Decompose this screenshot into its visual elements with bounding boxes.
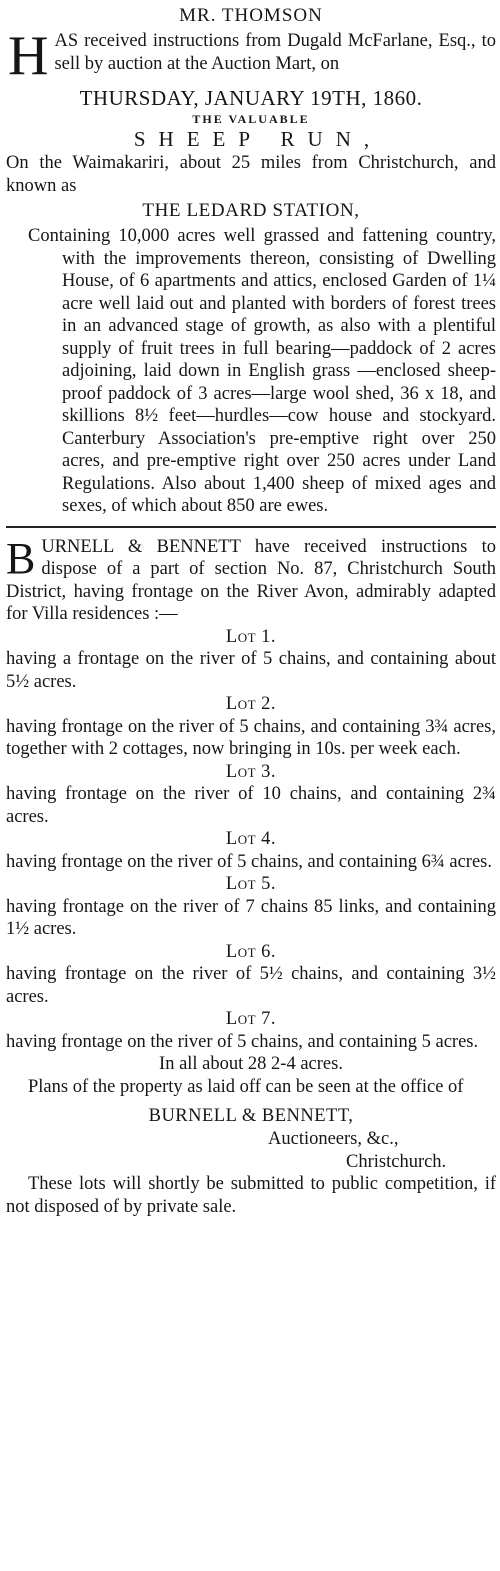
lot-heading: Lot 5. — [225, 874, 277, 894]
sale-date: THURSDAY, JANUARY 19TH, 1860. — [79, 86, 423, 110]
property-description: Containing 10,000 acres well grassed and fattening country, with the improvements thereon, consisting of Dwelling House, of 6 apartments and attics, enclosed Garden of 1¼ acre well laid out and planted with borders of forest trees in an advanced stage of growth, as also with a plentiful supply of fruit trees in full bearing—paddock of 2 acres adjoining, laid down in English grass —enclosed sheep-proof paddock of 3 acres—large wool shed, 36 x 18, and skillions 8½ feet—hurdles—cow house and stockyard. Canterbury Association's pre-emptive right over 250 acres, and pre-emptive right over 250 acres under Land Regulations. Also about 1,400 sheep of mixed ages and sexes, of which about 850 are ewes. — [28, 226, 496, 516]
auctioneer-heading: MR. THOMSON — [179, 5, 323, 26]
total-acreage: In all about 28 2-4 acres. — [159, 1054, 343, 1074]
lot-description: having a frontage on the river of 5 chains, and containing about 5½ acres. — [6, 649, 496, 692]
newspaper-page — [0, 2, 500, 1571]
advertisement-burnell-bennett — [6, 533, 496, 1219]
lot-1 — [6, 626, 496, 694]
intro-paragraph-2 — [6, 533, 496, 626]
lot-description: having frontage on the river of 5 chains, and containing 5 acres. — [6, 1031, 479, 1052]
lot-4 — [6, 828, 496, 873]
plans-text: Plans of the property as laid off can be seen at the office of — [28, 1076, 464, 1097]
lot-6 — [6, 941, 496, 1009]
intro-paragraph — [6, 25, 496, 87]
lot-5 — [6, 873, 496, 941]
advertisement-thomson — [6, 2, 496, 518]
dropcap-letter: H — [8, 25, 49, 87]
firm-place: Christchurch. — [346, 1151, 447, 1172]
lot-heading: Lot 7. — [225, 1009, 277, 1029]
lot-2 — [6, 693, 496, 761]
closing-text: These lots will shortly be submitted to public competition, if not disposed of by private sale. — [6, 1174, 496, 1217]
lot-3 — [6, 761, 496, 829]
lot-heading: Lot 6. — [225, 941, 277, 962]
section-divider — [6, 526, 496, 528]
station-name: THE LEDARD STATION, — [142, 200, 360, 221]
lot-description: having frontage on the river of 7 chains 85 links, and containing 1½ acres. — [6, 896, 496, 939]
lot-description: having frontage on the river of 10 chains, and containing 2¾ acres. — [6, 784, 496, 827]
lot-description: having frontage on the river of 5 chains, and containing 6¾ acres. — [6, 851, 492, 872]
sheep-run-heading: SHEEP RUN, — [133, 127, 383, 151]
firm-name: BURNELL & BENNETT, — [148, 1106, 354, 1126]
lot-7 — [6, 1008, 496, 1053]
the-valuable-label: THE VALUABLE — [192, 112, 310, 126]
lot-heading: Lot 4. — [225, 829, 277, 849]
lot-heading: Lot 1. — [225, 626, 277, 647]
lot-description: having frontage on the river of 5½ chains, and containing 3½ acres. — [6, 964, 496, 1007]
intro-text-2: URNELL & BENNETT have received instructions to dispose of a part of section No. 87, Christchurch South District, having frontage on the River Avon, admirably adapted for Villa residences :— — [6, 536, 496, 624]
firm-title: Auctioneers, &c., — [268, 1129, 399, 1149]
lot-heading: Lot 3. — [225, 761, 277, 782]
lot-description: having frontage on the river of 5 chains, and containing 3¾ acres, together with 2 cottages, now bringing in 10s. per week each. — [6, 716, 496, 759]
dropcap-letter-2: B — [6, 533, 36, 583]
location-text: On the Waimakariri, about 25 miles from Christchurch, and known as — [6, 153, 496, 196]
lot-heading: Lot 2. — [225, 694, 277, 714]
intro-text: AS received instructions from Dugald McFarlane, Esq., to sell by auction at the Auction Mart, on — [54, 31, 496, 74]
